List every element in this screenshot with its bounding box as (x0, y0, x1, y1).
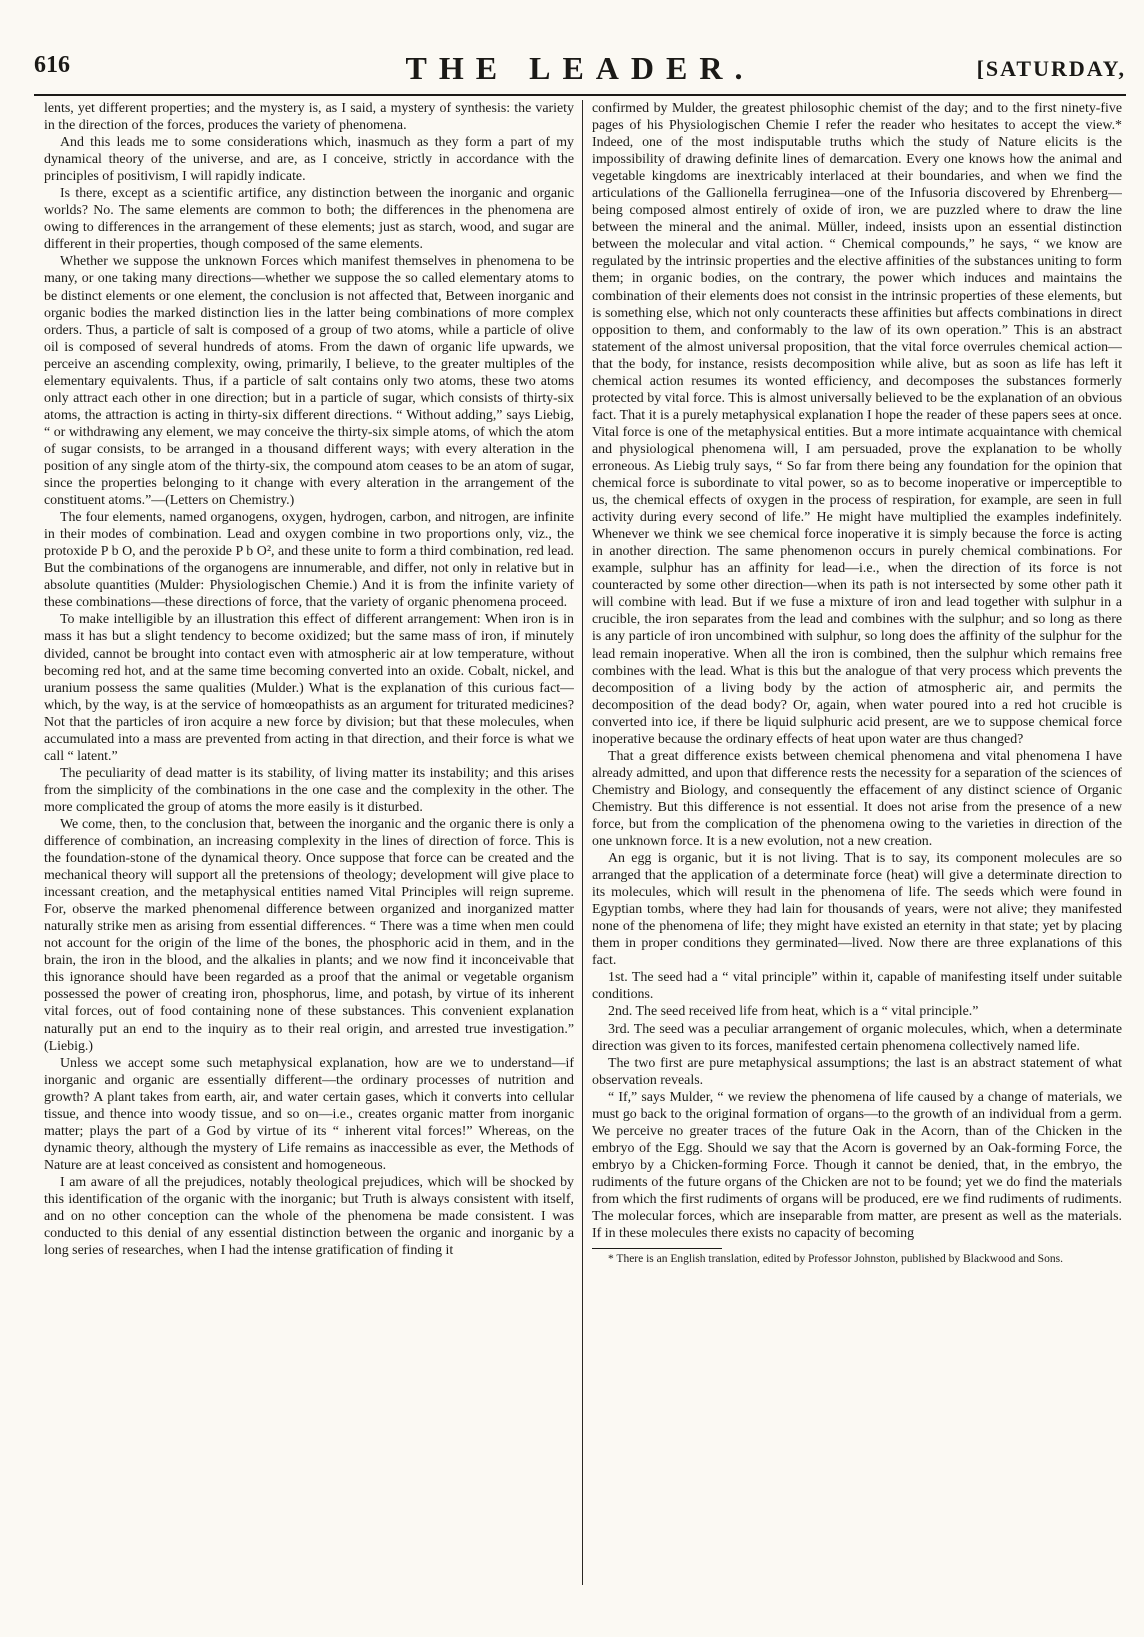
paragraph: Is there, except as a scientific artifice, any distinction between the inorganic and organic worlds? No. The same elements are common to both; the differences in the phenomena are owing to differences in the arrangement of these elements; just as starch, wood, and sugar are different in their properties, though composed of the same elements. (44, 186, 574, 253)
column-divider (582, 100, 583, 1585)
page-number: 616 (34, 52, 70, 78)
paragraph: And this leads me to some considerations which, inasmuch as they form a part of my dynamical theory of the universe, and are, as I conceive, strictly in accordance with the principles of positivism, I will rapidly indicate. (44, 135, 574, 185)
paragraph: The peculiarity of dead matter is its stability, of living matter its instability; and this arises from the simplicity of the combinations in the one case and the complexity in the other. The more complicated the group of atoms the more easily is it disturbed. (44, 765, 574, 815)
paragraph: An egg is organic, but it is not living. That is to say, its component molecules are so arranged that the application of a determinate force (heat) will give a determinate direction to its molecules, which will result in the phenomena of life. The seeds which were found in Egyptian tombs, where they had lain for thousands of years, were not alive; they manifested none of the phenomena of life; they might have existed an eternity in that state; yet by placing them in proper conditions they germinated—lived. Now there are three explanations of this fact. (592, 851, 1122, 969)
page-header (34, 50, 1126, 96)
paragraph: 3rd. The seed was a peculiar arrangement of organic molecules, which, when a determinate direction was given to its forces, manifested certain phenomena collectively named life. (592, 1021, 1122, 1054)
paragraph: lents, yet different properties; and the mystery is, as I said, a mystery of synthesis: the variety in the direction of the forces, produces the variety of phenomena. (44, 101, 574, 134)
paragraph: To make intelligible by an illustration this effect of different arrangement: When iron is in mass it has but a slight tendency to become oxidized; but the same mass of iron, if minutely divided, cannot be brought into contact even with atmospheric air at low temperature, without becoming red hot, and at the same time becoming converted into an oxide. Cobalt, nickel, and uranium possess the same qualities (Mulder.) What is the explanation of this curious fact—which, by the way, is at the service of homœopathists as an argument for triturated medicines? Not that the particles of iron acquire a new force by division; but that these molecules, when accumulated into a mass are prevented from acting in that direction, and their force is what we call “ latent.” (44, 612, 574, 764)
paragraph: Unless we accept some such metaphysical explanation, how are we to understand—if inorganic and organic are essentially different—the ordinary processes of nutrition and growth? A plant takes from earth, air, and water certain gases, which it converts into cellular tissue, and thence into woody tissue, and so on—i.e., creates organic matter from inorganic matter; plays the part of a God by virtue of its “ inherent vital forces!” Whereas, on the dynamic theory, although the mystery of Life remains as inaccessible as ever, the Methods of Nature are at least conceived as consistent and homogeneous. (44, 1055, 574, 1173)
paragraph: I am aware of all the prejudices, notably theological prejudices, which will be shocked by this identification of the organic with the inorganic; but Truth is always consistent with itself, and on no other conception can the whole of the phenomena be made consistent. I was conducted to this denial of any essential distinction between the organic and inorganic by a long series of researches, when I had the intense gratification of finding it (44, 1174, 574, 1259)
footnote: * There is an English translation, edited by Professor Johnston, published by Blackwood and Sons. (608, 1253, 1063, 1266)
paragraph: confirmed by Mulder, the greatest philosophic chemist of the day; and to the first ninety-five pages of his Physiologischen Chemie I refer the reader who hesitates to accept the view.* Indeed, one of the most indisputable truths which the study of Nature elicits is the impossibility of drawing definite lines of demarcation. Every one knows how the animal and vegetable kingdoms are inextricably interlaced at their boundaries, and when we find the articulations of the Gallionella ferruginea—one of the Infusoria discovered by Ehrenberg—being composed almost entirely of oxide of iron, we are puzzled where to draw the line between the mineral and the animal. Müller, indeed, insists upon an essential distinction between the molecular and vital action. “ Chemical compounds,” he says, “ we know are regulated by the intrinsic properties and the elective affinities of the substances uniting to form them; in organic bodies, on the contrary, the power which induces and maintains the combination of their elements does not consist in the intrinsic properties of these elements, but is something else, which not only counteracts these affinities but affects combinations in direct opposition to them, and conformably to the law of its own operation.” This is an abstract statement of the almost universal proposition, that the vital force overrules chemical action—that the body, for instance, resists decomposition while alive, but as soon as life has left it chemical action resumes its wonted efficiency, and decomposes the substances formerly protected by vital force. This is almost universally believed to be the explanation of an obvious fact. That it is a purely metaphysical explanation I hope the reader of these papers sees at once. Vital force is one of the metaphysical entities. But a more intimate acquaintance with chemical and physiological phenomena will, I am persuaded, prove the explanation to be wholly erroneous. As Liebig truly says, “ So far from there being any foundation for the opinion that chemical force is subordinate to vital power, so as to become inoperative or imperceptible to us, the chemical effects of oxygen in the process of respiration, for example, are seen in full activity during every second of life.” He might have multiplied the examples indefinitely. Whenever we think we see chemical force inoperative it is simply because the force is acting in another direction. The same phenomenon occurs in purely chemical combinations. For example, sulphur has an affinity for lead—i.e., when the direction of its force is not counteracted by some other direction—when its path is not intersected by some other path it will combine with lead. But if we fuse a mixture of iron and lead together with sulphur in a crucible, the iron separates from the lead and combines with the sulphur; and so long as there is any particle of iron uncombined with sulphur, so long does the affinity of the sulphur for the lead remain inoperative. When all the iron is combined, then the sulphur which remains free combines with the lead. What is this but the analogue of that very process which prevents the decomposition of a living body by the action of atmospheric air, and permits the decomposition of the dead body? Or, again, when water poured into a red hot crucible is converted into ice, if there be liquid sulphuric acid present, are we to suppose chemical force inoperative because the ordinary effects of heat upon water are thus changed? (592, 101, 1122, 747)
paragraph: The two first are pure metaphysical assumptions; the last is an abstract statement of what observation reveals. (592, 1055, 1122, 1088)
header-day: [SATURDAY, (976, 56, 1126, 81)
right-column (592, 100, 1122, 1628)
left-column (44, 100, 574, 1628)
paragraph: 1st. The seed had a “ vital principle” within it, capable of manifesting itself under suitable conditions. (592, 970, 1122, 1003)
newspaper-title: THE LEADER. (405, 50, 755, 86)
paragraph: The four elements, named organogens, oxygen, hydrogen, carbon, and nitrogen, are infinite in their modes of combination. Lead and oxygen combine in two proportions only, viz., the protoxide P b O, and the peroxide P b O², and these unite to form a third combination, red lead. But the combinations of the organogens are innumerable, and differ, not only in relative but in absolute quantities (Mulder: Physiologischen Chemie.) And it is from the infinite variety of these combinations—these directions of force, that the variety of organic phenomena proceed. (44, 510, 574, 611)
paragraph: That a great difference exists between chemical phenomena and vital phenomena I have already admitted, and upon that difference rests the necessity for a separation of the sciences of Chemistry and Biology, and consequently the effacement of any distinct science of Organic Chemistry. But this difference is not essential. It does not arise from the presence of a new force, but from the complication of the phenomena owing to the varieties in direction of the one unknown force. It is a new evolution, not a new creation. (592, 748, 1122, 850)
paragraph: We come, then, to the conclusion that, between the inorganic and the organic there is only a difference of combination, an increasing complexity in the lines of direction of force. This is the foundation-stone of the dynamical theory. Once suppose that force can be created and the mechanical theory will support all the pretensions of theology; development will give place to incessant creation, and the metaphysical entities named Vital Principles will reign supreme. For, observe the marked phenomenal difference between organized and inorganized matter naturally strike men as arising from essential differences. “ There was a time when men could not account for the origin of the lime of the bones, the phosphoric acid in them, and in the brain, the iron in the blood, and the alkalies in plants; and we now find it inconceivable that this ignorance should have been regarded as a proof that the animal or vegetable organism possessed the power of creating iron, phosphorus, lime, and potash, by virtue of its inherent vital forces, out of food containing none of these substances. This convenient explanation naturally put an end to the inquiry as to their real origin, and arrested true investigation.” (Liebig.) (44, 816, 574, 1054)
paragraph: 2nd. The seed received life from heat, which is a “ vital principle.” (608, 1004, 979, 1020)
paragraph: Whether we suppose the unknown Forces which manifest themselves in phenomena to be many, or one taking many directions—whether we suppose the so called elementary atoms to be distinct elements or one element, the conclusion is not affected that, Between inorganic and organic bodies the marked distinction lies in the latter being combinations of more complex orders. Thus, a particle of salt is composed of a group of two atoms, while a particle of olive oil is composed of several hundreds of atoms. From the dawn of organic life upwards, we perceive an ascending complexity, owing, primarily, I believe, to the greater multiples of the elementary equivalents. Thus, if a particle of salt contains only two atoms, these two atoms only attract each other in one direction; but in a particle of sugar, which consists of thirty-six atoms, the attraction is acting in thirty-six different directions. “ Without adding,” says Liebig, “ or withdrawing any element, we may conceive the thirty-six simple atoms, of which the atom of sugar consists, to be arranged in a thousand different ways; with every alteration in the position of any single atom of the thirty-six, the compound atom ceases to be an atom of sugar, since the properties belonging to it change with every alteration in the arrangement of the constituent atoms.”—(Letters on Chemistry.) (44, 254, 574, 509)
footnote-rule (592, 1248, 722, 1249)
paragraph: “ If,” says Mulder, “ we review the phenomena of life caused by a change of materials, we must go back to the original formation of organs—to the growth of an individual from a germ. We perceive no greater traces of the future Oak in the Acorn, than of the Chicken in the embryo of the Egg. Should we say that the Acorn is governed by an Oak-forming Force, the embryo by a Chicken-forming Force. Though it cannot be denied, that, in the embryo, the rudiments of the future organs of the Chicken are not to be found; yet we do find the materials from which the first rudiments of organs will be produced, ere we find rudiments of rudiments. The molecular forces, which are inseparable from matter, are present as well as the materials. If in these molecules there exists no capacity of becoming (592, 1089, 1122, 1242)
